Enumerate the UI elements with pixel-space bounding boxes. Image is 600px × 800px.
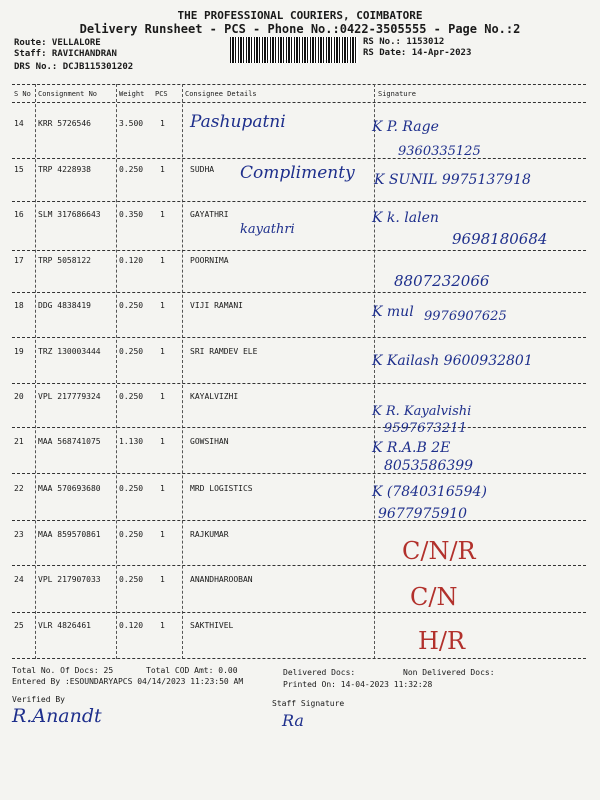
row-consignee: GOWSIHAN: [190, 437, 229, 446]
row-pcs: 1: [160, 530, 165, 539]
total-cod: Total COD Amt: 0.00: [146, 666, 238, 675]
handwritten-name: Pashupatni: [190, 112, 286, 132]
row-consignment: VLR 4826461: [38, 621, 91, 630]
rs-date: RS Date: 14-Apr-2023: [363, 48, 472, 58]
total-docs: Total No. Of Docs: 25: [12, 666, 114, 675]
row-weight: 0.250: [119, 392, 144, 401]
row-consignment: VPL 217907033: [38, 575, 101, 584]
handwritten-signature: K R.A.B 2E: [372, 440, 451, 456]
row-sno: 23: [14, 530, 24, 539]
row-divider: [12, 612, 586, 613]
staff-signature-label: Staff Signature: [272, 699, 345, 708]
staff-signature: Ra: [282, 711, 304, 730]
row-consignee: SUDHA: [190, 165, 215, 174]
row-divider: [12, 337, 586, 338]
row-consignment: MAA 568741075: [38, 437, 101, 446]
handwritten-status-mark: C/N/R: [402, 537, 476, 565]
handwritten-signature: K Kailash 9600932801: [372, 353, 533, 369]
printed-on: Printed On: 14-04-2023 11:32:28: [283, 680, 433, 689]
handwritten-signature: K (7840316594): [372, 484, 487, 500]
row-pcs: 1: [160, 347, 165, 356]
row-divider: [12, 201, 586, 202]
row-consignee: POORNIMA: [190, 256, 229, 265]
table-row: [0, 575, 600, 615]
column-header-pcs: PCS: [155, 90, 168, 98]
handwritten-phone: 8053586399: [384, 458, 474, 474]
table-row: [0, 484, 600, 524]
handwritten-signature: K k. lalen: [372, 210, 439, 226]
row-consignee: SAKTHIVEL: [190, 621, 234, 630]
row-consignment: SLM 317686643: [38, 210, 101, 219]
handwritten-name: kayathri: [240, 222, 295, 237]
column-header-consignee: Consignee Details: [185, 90, 257, 98]
handwritten-signature: K R. Kayalvishi: [372, 404, 472, 419]
row-weight: 0.250: [119, 484, 144, 493]
handwritten-phone: 9597673211: [384, 421, 467, 436]
handwritten-phone: 8807232066: [394, 272, 490, 290]
row-sno: 19: [14, 347, 24, 356]
table-row: [0, 119, 600, 159]
row-consignee: SRI RAMDEV ELE: [190, 347, 258, 356]
row-divider: [12, 250, 586, 251]
row-divider: [12, 427, 586, 428]
row-weight: 0.250: [119, 301, 144, 310]
row-pcs: 1: [160, 256, 165, 265]
row-sno: 22: [14, 484, 24, 493]
column-header-signature: Signature: [378, 90, 416, 98]
table-header-rule: [12, 102, 586, 103]
company-title: THE PROFESSIONAL COURIERS, COIMBATORE: [177, 9, 423, 22]
handwritten-note: Complimenty: [240, 163, 355, 183]
row-weight: 0.120: [119, 256, 144, 265]
row-consignment: KRR 5726546: [38, 119, 91, 128]
rs-number: RS No.: 1153012: [363, 37, 445, 47]
verified-signature: R.Anandt: [12, 705, 102, 727]
route-label: Route: VELLALORE: [14, 38, 101, 48]
row-pcs: 1: [160, 484, 165, 493]
row-sno: 20: [14, 392, 24, 401]
row-divider: [12, 292, 586, 293]
row-consignment: TRP 5058122: [38, 256, 91, 265]
table-row: [0, 301, 600, 341]
row-consignee: GAYATHRI: [190, 210, 229, 219]
row-pcs: 1: [160, 437, 165, 446]
row-weight: 1.130: [119, 437, 144, 446]
row-weight: 0.120: [119, 621, 144, 630]
non-delivered-docs: Non Delivered Docs:: [403, 668, 495, 677]
row-sno: 16: [14, 210, 24, 219]
row-divider: [12, 520, 586, 521]
row-pcs: 1: [160, 301, 165, 310]
row-consignee: VIJI RAMANI: [190, 301, 243, 310]
table-row: [0, 621, 600, 661]
table-row: [0, 437, 600, 477]
row-sno: 15: [14, 165, 24, 174]
row-consignment: DDG 4838419: [38, 301, 91, 310]
column-header-sno: S No: [14, 90, 31, 98]
row-sno: 21: [14, 437, 24, 446]
column-header-weight: Weight: [119, 90, 145, 98]
delivered-docs: Delivered Docs:: [283, 668, 356, 677]
row-sno: 24: [14, 575, 24, 584]
row-consignee: ANANDHAROOBAN: [190, 575, 253, 584]
column-header-consignment: Consignment No: [38, 90, 98, 98]
row-weight: 0.250: [119, 347, 144, 356]
row-sno: 17: [14, 256, 24, 265]
table-row: [0, 392, 600, 432]
row-weight: 0.350: [119, 210, 144, 219]
row-divider: [12, 383, 586, 384]
barcode: [230, 37, 358, 63]
row-weight: 0.250: [119, 575, 144, 584]
handwritten-phone: 9976907625: [424, 309, 507, 324]
drs-label: DRS No.: DCJB115301202: [14, 62, 134, 72]
row-pcs: 1: [160, 392, 165, 401]
row-pcs: 1: [160, 575, 165, 584]
row-consignment: TRP 4228938: [38, 165, 91, 174]
row-sno: 14: [14, 119, 24, 128]
row-divider: [12, 473, 586, 474]
row-divider: [12, 565, 586, 566]
table-top-rule: [12, 84, 586, 85]
row-weight: 0.250: [119, 530, 144, 539]
handwritten-phone: 9677975910: [378, 506, 468, 522]
handwritten-phone: 9360335125: [398, 144, 481, 159]
row-consignment: MAA 859570861: [38, 530, 101, 539]
entered-by: Entered By :ESOUNDARYAPCS 04/14/2023 11:23:50 AM: [12, 677, 244, 686]
row-consignee: RAJKUMAR: [190, 530, 229, 539]
row-consignee: KAYALVIZHI: [190, 392, 239, 401]
handwritten-signature: K P. Rage: [372, 119, 439, 135]
table-row: [0, 530, 600, 570]
row-weight: 0.250: [119, 165, 144, 174]
row-pcs: 1: [160, 119, 165, 128]
table-bottom-rule: [12, 658, 586, 659]
row-sno: 25: [14, 621, 24, 630]
row-consignment: VPL 217779324: [38, 392, 101, 401]
row-divider: [12, 158, 586, 159]
table-row: [0, 256, 600, 296]
verified-by-label: Verified By: [12, 695, 65, 704]
row-pcs: 1: [160, 621, 165, 630]
runsheet-subtitle: Delivery Runsheet - PCS - Phone No.:0422-3505555 - Page No.:2: [79, 22, 521, 36]
row-pcs: 1: [160, 165, 165, 174]
row-consignment: TRZ 130003444: [38, 347, 101, 356]
handwritten-status-mark: C/N: [410, 583, 458, 611]
row-pcs: 1: [160, 210, 165, 219]
handwritten-phone: 9698180684: [452, 230, 548, 248]
row-consignee: MRD LOGISTICS: [190, 484, 253, 493]
handwritten-status-mark: H/R: [418, 627, 466, 655]
row-sno: 18: [14, 301, 24, 310]
row-consignment: MAA 570693680: [38, 484, 101, 493]
handwritten-signature: K mul: [372, 304, 414, 320]
row-weight: 3.500: [119, 119, 144, 128]
handwritten-signature: K SUNIL 9975137918: [374, 172, 531, 188]
staff-label: Staff: RAVICHANDRAN: [14, 49, 117, 59]
